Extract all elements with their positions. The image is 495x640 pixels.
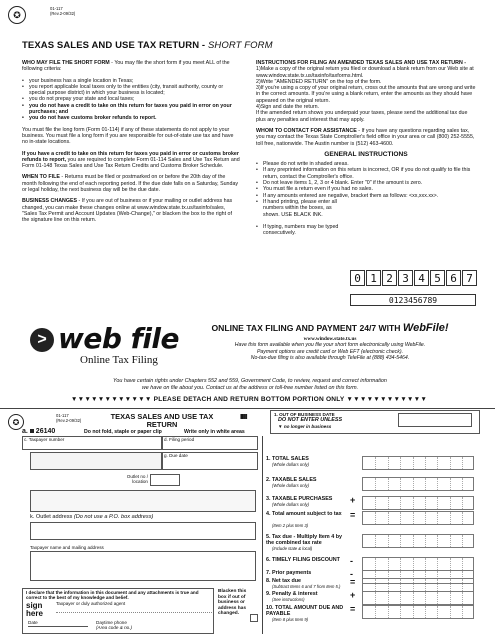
amount-digit-cell: [425, 606, 426, 618]
tax-line-label: 7. Prior payments: [266, 570, 312, 576]
amount-digit-cell: [437, 512, 438, 524]
no-po-box-text: (Do not use a P.O. box address): [73, 514, 154, 520]
tax-line-label: 5. Tax due - Multiply Item 4 by the combined tax rate: [266, 534, 342, 546]
criteria-item: • you do not have a credit to take on this return for taxes you paid in error on your purchases; and: [22, 103, 240, 116]
tax-line-amount-input[interactable]: [362, 591, 474, 605]
amount-digit-cell: [462, 558, 463, 570]
amount-digit-cell: [462, 592, 463, 604]
outlet-shaded: [30, 490, 256, 512]
amount-digit-cell: [400, 606, 401, 618]
form-seal-icon: ✪: [8, 414, 24, 430]
amount-digit-cell: [462, 478, 463, 490]
date-input[interactable]: [28, 626, 88, 627]
general-item: • Please do not write in shaded areas.: [256, 161, 476, 167]
amount-digit-cell: [450, 512, 451, 524]
comptroller-seal-icon: ✪: [8, 6, 26, 24]
when-heading: WHEN TO FILE: [22, 174, 60, 181]
outlet-address-label: [30, 515, 153, 520]
amount-digit-cell: [400, 579, 401, 591]
amount-digit-cell: [388, 535, 389, 547]
outlet-label: Outlet no / location: [126, 474, 148, 485]
no-staple-text: Do not fold, staple or paper clip: [84, 429, 162, 435]
tax-line-amount-input[interactable]: [362, 578, 474, 592]
amount-digit-cell: [400, 478, 401, 490]
amount-digit-cell: [425, 579, 426, 591]
filing-period-label: d. Filing period: [164, 437, 195, 442]
amount-digit-cell: [388, 457, 389, 469]
tax-line-row: [266, 578, 480, 592]
tax-line-sublabel: (Whole dollars only): [272, 502, 310, 507]
criteria-item: • you do not have customs broker refunds to report.: [22, 115, 240, 121]
barcode-mark: IIIIIII: [240, 414, 247, 421]
amount-digit-cell: [462, 606, 463, 618]
general-item: • If hand printing, please enter all numbers within the boxes, as shown. USE BLACK INK.: [256, 199, 346, 218]
typed-sample: 0123456789: [350, 294, 476, 306]
amount-digit-cell: [413, 535, 414, 547]
detach-line: [0, 408, 495, 409]
amount-digit-cell: [437, 592, 438, 604]
column-divider: [262, 436, 263, 634]
no-longer-text: no longer in business: [283, 424, 332, 429]
tax-line-amount-input[interactable]: [362, 496, 474, 510]
amount-digit-cell: [388, 606, 389, 618]
webfile-description: [180, 342, 480, 362]
tax-line-amount-input[interactable]: [362, 557, 474, 571]
amount-digit-cell: [425, 592, 426, 604]
amount-digit-cell: [413, 478, 414, 490]
amount-digit-cell: [375, 497, 376, 509]
criteria-item: • you do not prepay your state and local taxes;: [22, 96, 240, 102]
amount-digit-cell: [413, 497, 414, 509]
changes-heading: BUSINESS CHANGES: [22, 198, 78, 205]
who-may-file: [22, 60, 240, 73]
amount-digit-cell: [400, 558, 401, 570]
right-instructions: [256, 60, 476, 241]
tax-line-operator: =: [350, 604, 356, 614]
tax-line-amount-input[interactable]: [362, 477, 474, 491]
tax-line-label: 9. Penalty & interest: [266, 591, 318, 597]
amount-digit-cell: [462, 535, 463, 547]
tax-line-label: 10. TOTAL AMOUNT DUE AND PAYABLE: [266, 605, 344, 617]
amount-digit-cell: [375, 592, 376, 604]
tax-line-sublabel: (Include state & local): [272, 546, 313, 551]
general-item: • Do not leave items 1, 2, 3 or 4 blank. Enter "0" if the amount is zero.: [256, 180, 476, 186]
digit-box: 0: [350, 270, 365, 286]
tax-line-sublabel: (Item 8 plus Item 9): [272, 617, 309, 622]
out-of-business-label: 1. OUT OF BUSINESS DATE: [274, 412, 335, 417]
general-item: • You must file a return even if you had no sales.: [256, 186, 476, 192]
tax-line-amount-input[interactable]: [362, 534, 474, 548]
changes-text: - If you are out of business or if your mailing or outlet address has changed, you can make these changes online at www.window.state.tx.us/taxinfo/sales, "Sales Tax Permit and Account Updates (Web-Change)," or blacken the box to the right of the signature line on this return.: [22, 198, 233, 224]
form-number: 01-117: [50, 6, 63, 11]
credit-text: you are required to complete Form 01-114 Sales and Use Tax Return and Form 01-148 Texas Sales and Use Tax Return Credits and Customs Broker Schedule.: [22, 156, 240, 170]
title-italic: SHORT FORM: [207, 40, 273, 51]
webfile-brand: WebFile!: [402, 322, 449, 334]
form-number-block: [50, 6, 75, 16]
amount-digit-cell: [413, 512, 414, 524]
daytime-phone-label: Daytime phone: [96, 620, 127, 625]
amount-digit-cell: [375, 535, 376, 547]
amount-digit-cell: [437, 579, 438, 591]
tax-line-row: [266, 604, 480, 622]
blacken-box-note: Blacken this box if out of business or address has changed.: [218, 589, 247, 617]
amount-digit-cell: [425, 497, 426, 509]
hand-print-sample: [350, 270, 478, 286]
digit-box: 6: [446, 270, 461, 286]
amount-digit-cell: [462, 512, 463, 524]
when-to-file: [22, 174, 240, 193]
white-areas-text: Write only in white areas: [184, 429, 245, 435]
outlet-address-input[interactable]: [30, 522, 256, 540]
amount-digit-cell: [450, 592, 451, 604]
digit-box: 5: [430, 270, 445, 286]
webfile-line: No-tax-due filing is also available through TeleFile at (888) 434-5464.: [250, 355, 410, 361]
general-item: • If typing, numbers may be typed consecutively.: [256, 224, 346, 237]
signature-input[interactable]: [56, 612, 212, 613]
amount-digit-cell: [400, 592, 401, 604]
amount-digit-cell: [413, 579, 414, 591]
who-may-heading: WHO MAY FILE THE SHORT FORM: [22, 60, 110, 66]
amended-step: 2)Write "AMENDED RETURN" on the top of the form.: [256, 78, 382, 85]
form-title: TEXAS SALES AND USE TAX RETURN: [110, 412, 214, 429]
taxpayer-agent-label: Taxpayer or duly authorized agent: [56, 601, 126, 606]
tax-line-operator: +: [350, 590, 356, 600]
tax-line-row: [266, 557, 480, 571]
webfile-logo: web file: [58, 322, 180, 355]
rights-line: You have certain rights under Chapters 552 and 559, Government Code, to review, request and correct information: [113, 378, 387, 384]
tax-line-row: [266, 510, 480, 528]
no-longer-label: ▼ no longer in business: [278, 424, 332, 429]
taxpayer-number-text: Taxpayer number: [28, 437, 65, 442]
criteria-item: • you report applicable local taxes only to the entities (city, transit authority, county or special purpose district) in which your business is located;: [22, 84, 240, 97]
general-instructions-title: GENERAL INSTRUCTIONS: [324, 150, 408, 158]
tax-line-operator: +: [350, 495, 356, 505]
taxpayer-number-shaded: [30, 452, 162, 470]
amended-step: 3)If you're using a copy of your original return, cross out the amounts that are wrong and write in the correct amounts. If you're using a blank return, enter the amounts as they should have appeared on the original return.: [256, 85, 476, 104]
amount-digit-cell: [388, 592, 389, 604]
area-code-label: (Area code & no.): [96, 625, 133, 630]
amount-digit-cell: [388, 558, 389, 570]
digit-box: 2: [382, 270, 397, 286]
amount-digit-cell: [413, 457, 414, 469]
online-title-text: ONLINE TAX FILING AND PAYMENT 24/7 WITH: [211, 323, 403, 333]
taxpayer-name-input[interactable]: [30, 551, 256, 581]
amount-digit-cell: [425, 558, 426, 570]
tax-line-label: 1. TOTAL SALES: [266, 456, 309, 462]
contact-assistance: [256, 128, 476, 147]
tax-line-operator: =: [350, 510, 356, 520]
taxpayer-name-label: Taxpayer name and mailing address: [30, 545, 104, 550]
amount-digit-cell: [375, 558, 376, 570]
out-of-business-date-input[interactable]: [398, 413, 472, 427]
digit-box: 3: [398, 270, 413, 286]
amount-digit-cell: [375, 512, 376, 524]
declaration-text: I declare that the information in this document and any attachments is true and correct to the best of my knowledge and belief.: [26, 590, 199, 601]
amended-steps: [256, 66, 476, 123]
long-form-note: You must file the long form (Form 01-114) if any of these statements do not apply to your business. You must file a long form if you are responsible for out-of-state use tax and have no in-state locations.: [22, 126, 234, 146]
amount-digit-cell: [450, 535, 451, 547]
form-revision: (Rev.2-09/32): [56, 418, 82, 423]
amount-digit-cell: [400, 512, 401, 524]
amount-digit-cell: [437, 457, 438, 469]
amount-digit-cell: [450, 606, 451, 618]
amount-digit-cell: [375, 457, 376, 469]
amount-digit-cell: [375, 579, 376, 591]
general-item: • If any preprinted information on this return is incorrect, OR if you do not qualify to file this return, contact the Comptroller's office.: [256, 167, 476, 180]
amount-digit-cell: [413, 592, 414, 604]
amount-digit-cell: [388, 478, 389, 490]
criteria-item: • your business has a single location in Texas;: [22, 78, 240, 84]
amount-digit-cell: [450, 558, 451, 570]
detach-notice: ▼▼▼▼▼▼▼▼▼▼▼▼ PLEASE DETACH AND RETURN BOTTOM PORTION ONLY ▼▼▼▼▼▼▼▼▼▼▼▼: [70, 396, 428, 403]
date-label: Date: [28, 620, 38, 625]
amount-digit-cell: [437, 478, 438, 490]
digit-box: 4: [414, 270, 429, 286]
amount-digit-cell: [425, 457, 426, 469]
form-number-block-bottom: [56, 413, 81, 423]
code-label: a.: [22, 428, 28, 435]
when-text: - Returns must be filed or postmarked on or before the 20th day of the month following the end of each reporting period. If the due date falls on a Saturday, Sunday or legal holiday, the next business day will be the due date.: [22, 174, 239, 194]
amount-digit-cell: [413, 606, 414, 618]
title-main: TEXAS SALES AND USE TAX RETURN -: [22, 40, 208, 51]
digit-box: 7: [462, 270, 477, 286]
amount-digit-cell: [437, 606, 438, 618]
amount-digit-cell: [388, 512, 389, 524]
tax-line-row: [266, 534, 480, 551]
amount-digit-cell: [450, 478, 451, 490]
amount-digit-cell: [375, 478, 376, 490]
due-date-label: g. Due date: [164, 453, 188, 458]
amount-digit-cell: [437, 535, 438, 547]
tax-line-label: 4. Total amount subject to tax: [266, 511, 342, 517]
c-label: c.: [24, 437, 28, 442]
amount-digit-cell: [425, 535, 426, 547]
amount-digit-cell: [413, 558, 414, 570]
form-revision: (Rev.2-09/32): [50, 11, 76, 16]
tax-line-label: 8. Net tax due: [266, 578, 302, 584]
tax-line-operator: =: [350, 577, 356, 587]
tax-line-operator: -: [350, 556, 353, 566]
left-instructions: [22, 60, 240, 229]
tax-line-sublabel: (Subtract Items 6 and 7 from Item 5.): [272, 584, 341, 589]
amended-step: 1)Make a copy of the original return you filed or download a blank return from our Web site at www.window.state.tx.us/taxinfo/taxforms.html.: [256, 66, 474, 79]
tax-line-operator: -: [350, 569, 353, 579]
do-not-enter-label: DO NOT ENTER UNLESS: [278, 417, 343, 423]
general-item: • If any amounts entered are negative, bracket them as follows: <xx,xxx.xx>.: [256, 193, 476, 199]
tax-line-amount-input[interactable]: [362, 605, 474, 619]
amount-digit-cell: [375, 606, 376, 618]
tax-line-row: [266, 477, 480, 491]
tax-line-sublabel: (Item 2 plus Item 3): [272, 523, 309, 528]
webfile-arrow-icon: >: [30, 328, 54, 352]
form-number: 01-117: [56, 413, 69, 418]
blacken-checkbox[interactable]: [250, 614, 258, 622]
business-changes: [22, 198, 240, 223]
criteria-list: [22, 78, 240, 122]
credit-note: [22, 151, 240, 170]
white-areas-note: [184, 429, 245, 435]
webfile-subtitle: Online Tax Filing: [80, 354, 158, 366]
tax-line-label: 6. TIMELY FILING DISCOUNT: [266, 557, 340, 563]
rights-notice: [22, 378, 478, 391]
online-filing-title: [180, 322, 480, 334]
taxpayer-number-label: [24, 437, 64, 442]
tax-line-amount-input[interactable]: [362, 511, 474, 525]
amount-digit-cell: [400, 457, 401, 469]
tax-line-sublabel: (Whole dollars only): [272, 483, 310, 488]
tax-line-label: 3. TAXABLE PURCHASES: [266, 496, 333, 502]
contact-heading: WHOM TO CONTACT FOR ASSISTANCE: [256, 127, 357, 134]
no-staple-note: [84, 429, 162, 435]
amount-digit-cell: [437, 558, 438, 570]
digit-box: 1: [366, 270, 381, 286]
webfile-line: Have this form available when you file your short form electronically using WebFile.: [234, 342, 426, 348]
amount-digit-cell: [450, 579, 451, 591]
amount-digit-cell: [437, 497, 438, 509]
amount-digit-cell: [400, 535, 401, 547]
outlet-address-text: k. Outlet address: [30, 514, 73, 520]
tax-line-sublabel: (See instructions): [272, 597, 305, 602]
tax-line-row: [266, 591, 480, 605]
contact-text: - If you have any questions regarding sales tax, you may contact the Texas State Comptroller's field office in your area or call (800) 252-5555, toll free, nationwide. The Austin number is (512) 463-4600.: [256, 127, 475, 147]
amended-heading: INSTRUCTIONS FOR FILING AN AMENDED TEXAS SALES AND USE TAX RETURN -: [256, 60, 467, 66]
amount-digit-cell: [388, 497, 389, 509]
webfile-url[interactable]: www.window.state.tx.us: [303, 336, 357, 342]
code-field: [22, 428, 55, 435]
tax-line-sublabel: (Whole dollars only): [272, 462, 310, 467]
credit-bold: If you have a credit to take on this return for taxes you paid in error or customs broker refunds to report,: [22, 150, 239, 163]
amount-digit-cell: [462, 579, 463, 591]
amount-digit-cell: [450, 457, 451, 469]
marker-square: [30, 429, 34, 433]
amended-step: 4)Sign and date the return.: [256, 104, 320, 111]
tax-line-row: [266, 456, 480, 470]
amended-step: If the amended return shows you underpaid your taxes, please send the additional tax due plus any penalties and interest that may apply.: [256, 110, 468, 123]
amount-digit-cell: [388, 579, 389, 591]
general-list: [256, 161, 476, 236]
amount-digit-cell: [425, 512, 426, 524]
sign-here-label: sign here: [26, 601, 43, 618]
code-value: 26140: [35, 428, 56, 435]
amount-digit-cell: [462, 457, 463, 469]
who-may-text: - You may file the short form if you meet ALL of the following criteria:: [22, 60, 230, 73]
amount-digit-cell: [425, 478, 426, 490]
page-title: [22, 40, 273, 51]
tax-line-amount-input[interactable]: [362, 456, 474, 470]
outlet-number-box[interactable]: [150, 474, 180, 486]
amount-digit-cell: [450, 497, 451, 509]
tax-line-row: [266, 496, 480, 510]
amount-digit-cell: [400, 497, 401, 509]
webfile-line: Payment options are credit card or Web EFT (electronic check).: [256, 348, 404, 355]
amount-digit-cell: [462, 497, 463, 509]
tax-line-label: 2. TAXABLE SALES: [266, 477, 317, 483]
rights-line: we have on file about you. Contact us at the address or toll-free number listed on this form.: [141, 384, 359, 391]
